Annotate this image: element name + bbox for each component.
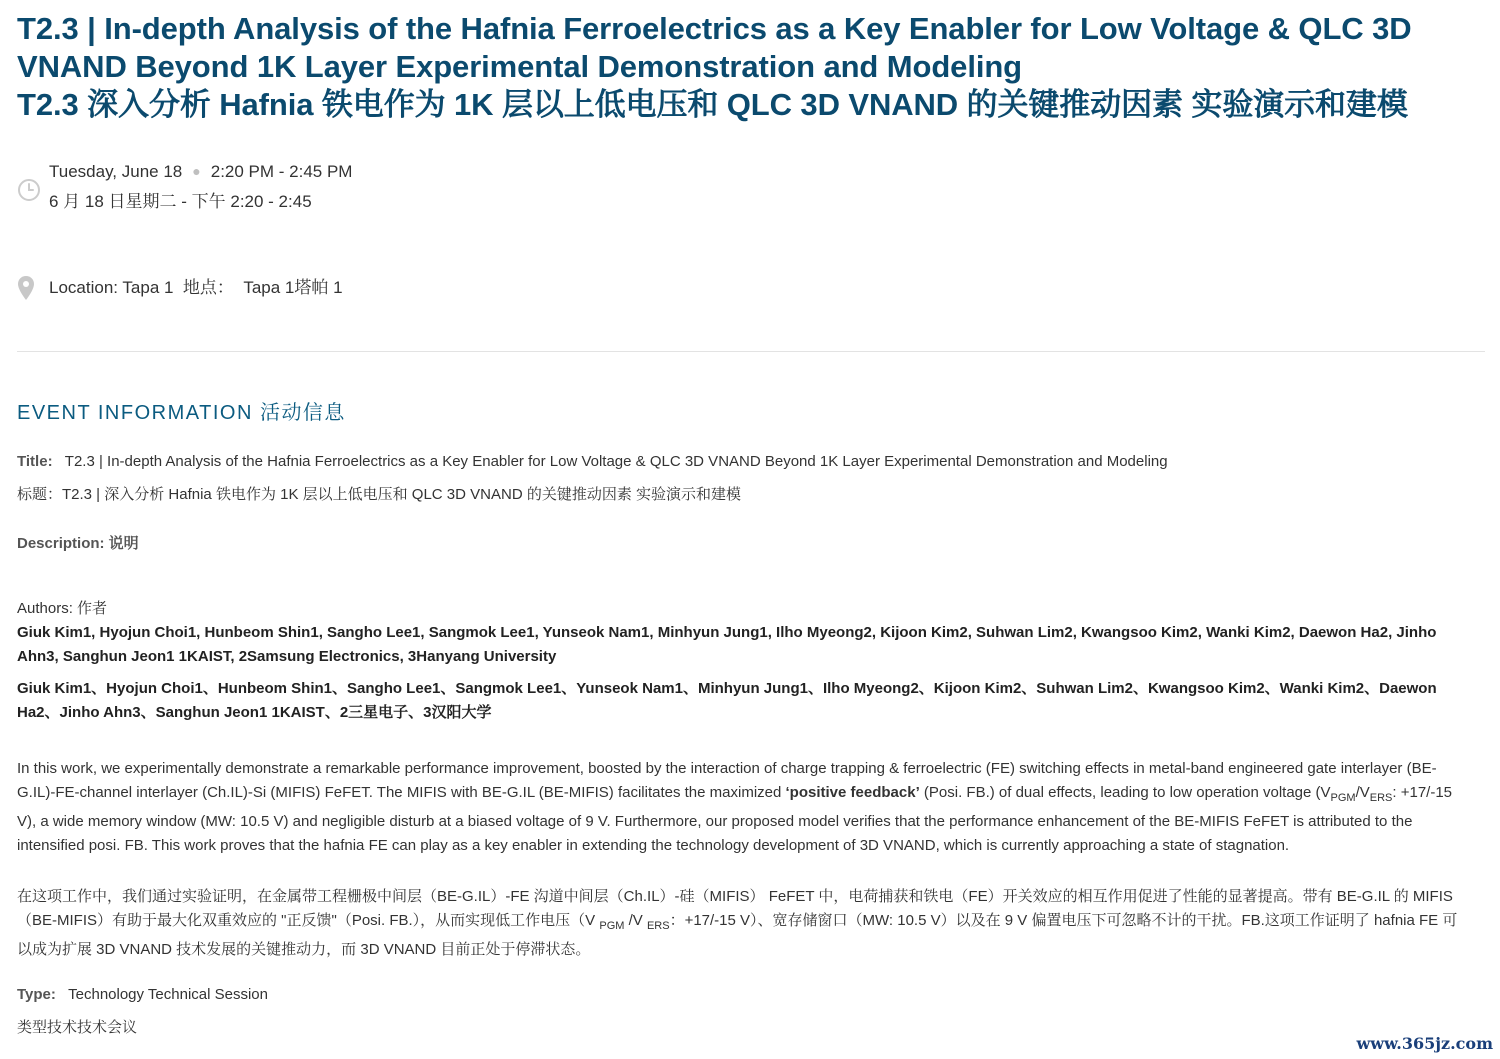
authors-cn: Giuk Kim1、Hyojun Choi1、Hunbeom Shin1、Sangho Lee1、Sangmok Lee1、Yunseok Nam1、Minhyun Jung1、Ilho Myeong2、Kijoon Kim2、Suhwan Lim2、Kwangsoo Kim2、Wanki Kim2、Daewon Ha2、Jinho Ahn3、Sanghun Jeon1 1KAIST、2三星电子、3汉阳大学	[17, 680, 1437, 721]
schedule-block	[49, 160, 352, 214]
title-en-line2: VNAND Beyond 1K Layer Experimental Demonstration and Modeling	[17, 48, 1023, 84]
title-cn: 标题：T2.3 | 深入分析 Hafnia 铁电作为 1K 层以上低电压和 QLC 3D VNAND 的关键推动因素 实验演示和建模	[17, 486, 741, 503]
abstract-en-text: (Posi. FB.) of dual effects, leading to low operation voltage (V	[919, 784, 1331, 801]
location-text: Location: Tapa 1 地点： Tapa 1塔帕 1	[49, 278, 343, 297]
divider	[17, 351, 1485, 352]
event-information-heading: EVENT INFORMATION 活动信息	[17, 402, 346, 424]
abstract-cn-text: ：+17/-15 V）、宽存储窗口（MW: 10.5 V）以及在 9 V 偏置电压下可忽略不计的干扰。FB.这项工作证明了 hafnia FE 可以成为扩展 3D VNAND 技术发展的关键推动力，而 3D VNAND 目前正处于停滞状态。	[17, 912, 1458, 958]
subscript: ERS	[1369, 792, 1393, 804]
page-title	[17, 10, 1485, 85]
event-date-cn: 6 月 18 日星期二 - 下午 2:20 - 2:45	[49, 192, 312, 211]
abstract-cn-text: /V	[624, 912, 647, 929]
title-label: Title:	[17, 453, 53, 470]
page-title-cn: T2.3 深入分析 Hafnia 铁电作为 1K 层以上低电压和 QLC 3D VNAND 的关键推动因素 实验演示和建模	[17, 87, 1408, 122]
description-label: Description: 说明	[17, 535, 139, 552]
abstract-en-text: In this work, we experimentally demonstrate a remarkable performance improvement, boosted by the interaction of charge trapping & ferroelectric (FE) switching effects in metal-band engineered gate interlayer (BE-G.IL)-FE-channel interlayer (Ch.IL)-Si (MIFIS) FeFET. The MIFIS with BE-G.IL (BE-MIFIS) facilitates the maximized	[17, 760, 1437, 801]
type-row	[17, 983, 1472, 1007]
title-en-line1: T2.3 | In-depth Analysis of the Hafnia Ferroelectrics as a Key Enabler for Low Voltage & QLC 3D	[17, 11, 1412, 46]
authors-label: Authors: 作者	[17, 600, 108, 617]
title-value: T2.3 | In-depth Analysis of the Hafnia Ferroelectrics as a Key Enabler for Low Voltage & QLC 3D VNAND Beyond 1K Layer Experimental Demonstration and Modeling	[64, 453, 1168, 470]
type-label: Type:	[17, 986, 56, 1003]
separator-dot: ●	[192, 163, 201, 179]
abstract-cn-text: 在这项工作中，我们通过实验证明，在金属带工程栅极中间层（BE-G.IL）-FE 沟道中间层（Ch.IL）-硅（MIFIS） FeFET 中，电荷捕获和铁电（FE）开关效应的相互作用促进了性能的显著提高。带有 BE-G.IL 的 MIFIS（BE-MIFIS）有助于最大化双重效应的 "正反馈"（Posi. FB.），从而实现低工作电压（V	[17, 888, 1453, 929]
title-row	[17, 450, 1472, 474]
map-pin-icon	[17, 275, 35, 301]
abstract-en	[17, 757, 1472, 858]
subscript: PGM	[599, 920, 625, 932]
clock-icon	[17, 178, 41, 202]
abstract-en-text: /V	[1355, 784, 1370, 801]
subscript: ERS	[646, 920, 670, 932]
watermark: www.365jz.com	[1356, 1034, 1493, 1053]
subscript: PGM	[1330, 792, 1356, 804]
type-cn: 类型技术技术会议	[17, 1019, 138, 1036]
authors-en: Giuk Kim1, Hyojun Choi1, Hunbeom Shin1, Sangho Lee1, Sangmok Lee1, Yunseok Nam1, Minhyun Jung1, Ilho Myeong2, Kijoon Kim2, Suhwan Lim2, Kwangsoo Kim2, Wanki Kim2, Daewon Ha2, Jinho Ahn3, Sanghun Jeon1 1KAIST, 2Samsung Electronics, 3Hanyang University	[17, 624, 1437, 665]
abstract-cn	[17, 885, 1472, 962]
abstract-en-text: : +17/-15 V), a wide memory window (MW: 10.5 V) and negligible disturb at a biased voltage of 9 V. Furthermore, our proposed model verifies that the performance enhancement of the BE-MIFIS FeFET is attributed to the intensified posi. FB. This work proves that the hafnia FE can play as a key enabler in extending the technology development of 3D VNAND, which is currently approaching a state of stagnation.	[17, 784, 1453, 854]
event-time: 2:20 PM - 2:45 PM	[210, 162, 353, 181]
event-date: Tuesday, June 18	[49, 162, 183, 181]
type-value: Technology Technical Session	[68, 986, 268, 1003]
positive-feedback-emphasis: ‘positive feedback’	[785, 784, 920, 801]
event-page	[17, 10, 1485, 1036]
